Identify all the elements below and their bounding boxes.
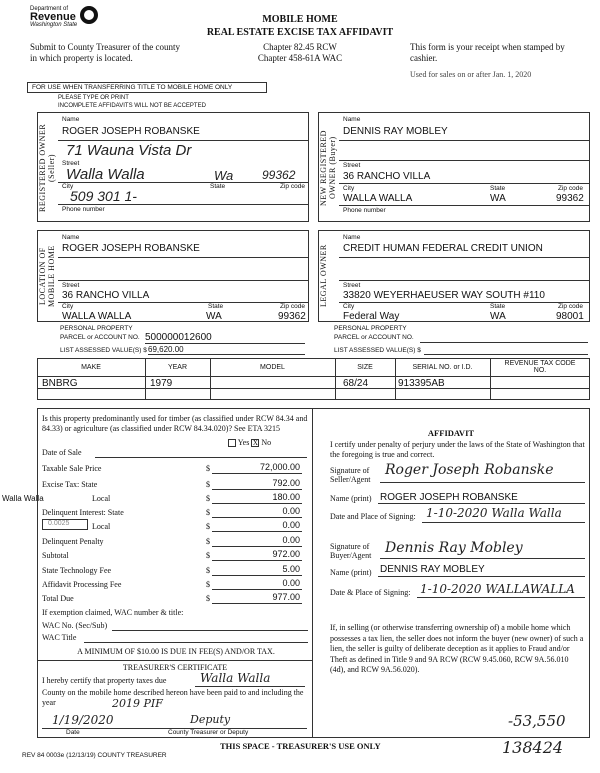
date-of-sale-label: Date of Sale bbox=[42, 448, 82, 457]
treasurer-title: TREASURER'S CERTIFICATE bbox=[122, 663, 228, 672]
treasurer-line2: County on the mobile home described hereon have been paid to and including the year bbox=[42, 688, 304, 707]
seller-city-label: City bbox=[62, 183, 74, 190]
seller-state-value: Wa bbox=[214, 168, 234, 183]
seller-name-label: Name bbox=[62, 116, 80, 123]
dollar-4: $ bbox=[206, 508, 210, 517]
excise-local-label: Local bbox=[92, 494, 111, 503]
dollar-6: $ bbox=[206, 537, 210, 546]
col-serial: SERIAL NO. or I.D. bbox=[412, 364, 473, 371]
col-make: MAKE bbox=[81, 364, 101, 371]
minimum-notice: A MINIMUM OF $10.00 IS DUE IN FEE(S) AND/OR TAX. bbox=[77, 647, 275, 656]
buyer-section-label: NEW REGISTERED OWNER (Buyer) bbox=[319, 130, 337, 206]
parcel-account-right bbox=[420, 332, 588, 343]
col-size: SIZE bbox=[357, 364, 373, 371]
buyer-signature-label: Signature of Buyer/Agent bbox=[330, 542, 372, 560]
location-section-label: LOCATION OF MOBILE HOME bbox=[38, 245, 56, 307]
affidavit-fee-value: 0.00 bbox=[282, 578, 300, 588]
buyer-zip-value: 99362 bbox=[556, 193, 584, 204]
total-due-value: 977.00 bbox=[272, 592, 300, 602]
handwritten-note-2: 138424 bbox=[502, 738, 564, 757]
delinquent-penalty-label: Delinquent Penalty bbox=[42, 537, 104, 546]
submit-note: Submit to County Treasurer of the county in which property is located. bbox=[30, 42, 180, 63]
wac-title-label: WAC Title bbox=[42, 633, 77, 642]
excise-state-value: 792.00 bbox=[272, 478, 300, 488]
buyer-city-label: City bbox=[343, 185, 355, 192]
wac-no-label: WAC No. (Sec/Sub) bbox=[42, 621, 108, 630]
seller-section-label: REGISTERED OWNER (Seller) bbox=[38, 123, 56, 213]
delinquent-local-label: Local bbox=[92, 522, 111, 531]
col-year: YEAR bbox=[167, 364, 188, 371]
local-jurisdiction: Walla Walla bbox=[2, 494, 44, 503]
delinquent-state-label: Delinquent Interest: State bbox=[42, 508, 124, 517]
affidavit-disclaimer: If, in selling (or otherwise transferring ownership of) a mobile home which possesses a tax lien, the seller does not inform the buyer (new owner) of such a lien, the seller is guilty of deliberate deception as it applies to Fraud and/or Theft as defined in Title 9 and 9A RCW (RCW 9.45.060, RCW 9A.56.010 (4d), and RCW 9A.56.020). bbox=[330, 623, 584, 674]
legal-state-value: WA bbox=[490, 311, 506, 322]
seller-zip-value: 99362 bbox=[262, 168, 296, 182]
logo-emblem-icon bbox=[80, 6, 98, 24]
dollar-10: $ bbox=[206, 594, 210, 603]
treasurer-line1: I hereby certify that property taxes due bbox=[42, 676, 167, 685]
assessed-label-right: LIST ASSESSED VALUE(S) $ bbox=[334, 347, 421, 354]
chapter-1: Chapter 82.45 RCW bbox=[263, 42, 337, 52]
exemption-label: If exemption claimed, WAC number & title: bbox=[42, 608, 184, 617]
seller-signature-label: Signature of Seller/Agent bbox=[330, 466, 371, 484]
pp-label-left: PERSONAL PROPERTY bbox=[60, 325, 133, 332]
legal-state-label: State bbox=[490, 303, 506, 310]
legal-street-value: 33820 WEYERHAEUSER WAY SOUTH #110 bbox=[343, 290, 545, 301]
buyer-phone-label: Phone number bbox=[343, 207, 386, 214]
agency-line1: Department of bbox=[30, 6, 69, 12]
buyer-city-value: WALLA WALLA bbox=[343, 193, 413, 204]
treasurer-signature: Deputy bbox=[190, 713, 231, 726]
location-name-value: ROGER JOSEPH ROBANSKE bbox=[62, 243, 200, 254]
dollar-5: $ bbox=[206, 522, 210, 531]
dollar-1: $ bbox=[206, 464, 210, 473]
legal-name-value: CREDIT HUMAN FEDERAL CREDIT UNION bbox=[343, 243, 543, 254]
buyer-street-value: 36 RANCHO VILLA bbox=[343, 171, 431, 182]
location-name-label: Name bbox=[62, 234, 80, 241]
instruction-2: INCOMPLETE AFFIDAVITS WILL NOT BE ACCEPTED bbox=[58, 103, 206, 109]
form-title-1: MOBILE HOME bbox=[262, 14, 338, 25]
buyer-street-label: Street bbox=[343, 162, 361, 169]
legal-zip-label: Zip code bbox=[558, 303, 583, 310]
seller-street-label: Street bbox=[62, 160, 80, 167]
subtotal-value: 972.00 bbox=[272, 549, 300, 559]
treasurer-use-only: THIS SPACE - TREASURER'S USE ONLY bbox=[220, 741, 381, 751]
buyer-name-label: Name bbox=[343, 116, 361, 123]
timber-question: Is this property predominantly used for timber (as classified under RCW 84.34 and 84.33) or agriculture (as classified under RCW 84.34.020)? See ETA 3215 bbox=[42, 414, 308, 433]
legal-city-label: City bbox=[343, 303, 355, 310]
parcel-label-left: PARCEL or ACCOUNT NO. bbox=[60, 334, 140, 341]
buyer-print-label: Name (print) bbox=[330, 568, 372, 577]
taxable-sale-price-value: 72,000.00 bbox=[259, 462, 300, 472]
buyer-date-label: Date & Place of Signing: bbox=[330, 588, 411, 597]
dollar-3: $ bbox=[206, 494, 210, 503]
seller-phone-value: 509 301 1- bbox=[70, 188, 137, 204]
col-tax-code: REVENUE TAX CODE NO. bbox=[504, 360, 576, 374]
seller-date-label: Date and Place of Signing: bbox=[330, 512, 416, 521]
form-title-2: REAL ESTATE EXCISE TAX AFFIDAVIT bbox=[206, 27, 394, 38]
buyer-name-value: DENNIS RAY MOBLEY bbox=[343, 126, 448, 137]
treasurer-county: Walla Walla bbox=[200, 671, 271, 685]
dollar-2: $ bbox=[206, 480, 210, 489]
location-city-value: WALLA WALLA bbox=[62, 311, 132, 322]
treasurer-year: 2019 PIF bbox=[112, 697, 163, 710]
cell-serial: 913395AB bbox=[398, 378, 445, 389]
location-street-value: 36 RANCHO VILLA bbox=[62, 290, 150, 301]
excise-state-label: Excise Tax: State bbox=[42, 480, 98, 489]
seller-city-value: Walla Walla bbox=[66, 166, 145, 183]
location-state-value: WA bbox=[206, 311, 222, 322]
agency-name: Revenue bbox=[30, 11, 76, 23]
legal-zip-value: 98001 bbox=[556, 311, 584, 322]
dollar-9: $ bbox=[206, 580, 210, 589]
location-city-label: City bbox=[62, 303, 74, 310]
cell-year: 1979 bbox=[150, 378, 173, 389]
handwritten-note-1: -53,550 bbox=[508, 712, 566, 730]
delinquent-rate: 0.0025 bbox=[48, 520, 70, 527]
seller-state-label: State bbox=[210, 183, 226, 190]
parcel-label-right: PARCEL or ACCOUNT NO. bbox=[334, 334, 414, 341]
agency-state: Washington State bbox=[30, 22, 78, 28]
instruction-1: PLEASE TYPE OR PRINT bbox=[58, 95, 129, 101]
agency-logo bbox=[30, 6, 100, 28]
timber-yes-label: Yes bbox=[237, 438, 250, 447]
location-zip-value: 99362 bbox=[278, 311, 306, 322]
affidavit-text: I certify under penalty of perjury under the laws of the State of Washington that the foregoing is true and correct. bbox=[330, 440, 585, 459]
tech-fee-value: 5.00 bbox=[282, 564, 300, 574]
legal-street-label: Street bbox=[343, 282, 361, 289]
seller-signature: Roger Joseph Robanske bbox=[385, 462, 554, 478]
seller-date-value: 1-10-2020 Walla Walla bbox=[426, 506, 562, 520]
buyer-print-value: DENNIS RAY MOBLEY bbox=[380, 564, 485, 575]
location-state-label: State bbox=[208, 303, 224, 310]
seller-phone-label: Phone number bbox=[62, 206, 105, 213]
location-street-label: Street bbox=[62, 282, 80, 289]
delinquent-penalty-value: 0.00 bbox=[282, 535, 300, 545]
total-due-label: Total Due bbox=[42, 594, 74, 603]
dollar-8: $ bbox=[206, 566, 210, 575]
buyer-date-value: 1-10-2020 WALLAWALLA bbox=[420, 582, 575, 596]
location-zip-label: Zip code bbox=[280, 303, 305, 310]
used-for-note: Used for sales on or after Jan. 1, 2020 bbox=[410, 70, 532, 79]
legal-name-label: Name bbox=[343, 234, 361, 241]
cell-make: BNBRG bbox=[42, 378, 78, 389]
buyer-state-value: WA bbox=[490, 193, 506, 204]
buyer-signature: Dennis Ray Mobley bbox=[385, 540, 523, 556]
taxable-sale-price-label: Taxable Sale Price bbox=[42, 464, 102, 473]
tech-fee-label: State Technology Fee bbox=[42, 566, 112, 575]
excise-local-value: 180.00 bbox=[272, 492, 300, 502]
timber-no-checkbox[interactable]: X bbox=[252, 439, 258, 448]
subtotal-label: Subtotal bbox=[42, 551, 69, 560]
treasurer-date-label: Date bbox=[66, 729, 80, 736]
buyer-zip-label: Zip code bbox=[558, 185, 583, 192]
dollar-7: $ bbox=[206, 551, 210, 560]
assessed-value-left: 69,620.00 bbox=[148, 345, 305, 355]
assessed-label-left: LIST ASSESSED VALUE(S) $ bbox=[60, 347, 147, 354]
legal-section-label: LEGAL OWNER bbox=[319, 244, 328, 308]
legal-city-value: Federal Way bbox=[343, 311, 400, 322]
form-id: REV 84 0003e (12/13/19) COUNTY TREASURER bbox=[22, 752, 167, 759]
treasurer-date: 1/19/2020 bbox=[52, 713, 114, 727]
banner-text: FOR USE WHEN TRANSFERRING TITLE TO MOBILE HOME ONLY bbox=[32, 84, 233, 91]
assessed-value-right bbox=[424, 345, 588, 355]
affidavit-title: AFFIDAVIT bbox=[427, 428, 475, 438]
timber-yes-checkbox[interactable] bbox=[228, 439, 236, 447]
seller-zip-label: Zip code bbox=[280, 183, 305, 190]
seller-print-label: Name (print) bbox=[330, 494, 372, 503]
buyer-state-label: State bbox=[490, 185, 506, 192]
affidavit-fee-label: Affidavit Processing Fee bbox=[42, 580, 122, 589]
chapter-2: Chapter 458-61A WAC bbox=[257, 53, 343, 63]
timber-no-label: No bbox=[261, 438, 272, 447]
pp-label-right: PERSONAL PROPERTY bbox=[334, 325, 407, 332]
treasurer-sig-label: County Treasurer or Deputy bbox=[168, 729, 249, 736]
seller-name-value: ROGER JOSEPH ROBANSKE bbox=[62, 126, 200, 137]
timber-checkboxes bbox=[228, 438, 271, 447]
seller-print-value: ROGER JOSEPH ROBANSKE bbox=[380, 492, 518, 503]
receipt-note: This form is your receipt when stamped by cashier. bbox=[410, 42, 565, 63]
cell-size: 68/24 bbox=[343, 378, 369, 389]
delinquent-state-value: 0.00 bbox=[282, 506, 300, 516]
delinquent-local-value: 0.00 bbox=[282, 520, 300, 530]
seller-street-value: 71 Wauna Vista Dr bbox=[66, 142, 192, 159]
col-model: MODEL bbox=[260, 364, 285, 371]
parcel-account-left: 500000012600 bbox=[145, 332, 305, 344]
